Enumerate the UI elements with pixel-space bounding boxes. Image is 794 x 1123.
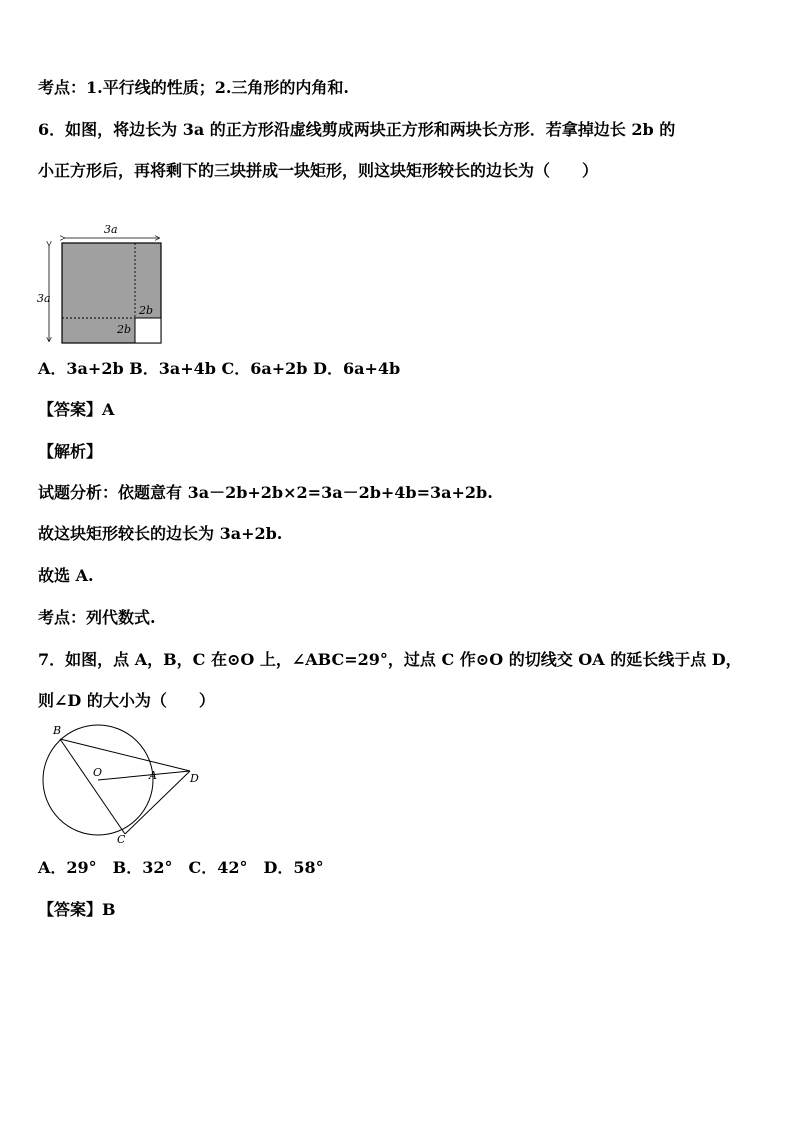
left-label: 3a <box>37 292 51 305</box>
question-7-line-1: 7．如图，点 A，B，C 在⊙O 上，∠ABC=29°，过点 C 作⊙O 的切线交 OA 的延长线于点 D， <box>38 650 742 669</box>
question-6-answer: 【答案】A <box>38 400 115 419</box>
question-6-analysis-heading: 【解析】 <box>38 442 103 461</box>
segment-bc <box>60 739 125 834</box>
label-d: D <box>190 772 199 785</box>
top-label: 3a <box>104 223 118 236</box>
question-6-options: A．3a+2b B．3a+4b C．6a+2b D．6a+4b <box>38 359 401 378</box>
label-c: C <box>117 833 126 846</box>
line-kaodian-2: 考点：列代数式. <box>38 608 156 627</box>
inner-right-label: 2b <box>139 304 154 317</box>
square-figure <box>28 220 173 348</box>
question-6-line-1: 6．如图，将边长为 3a 的正方形沿虚线剪成两块正方形和两块长方形．若拿掉边长 2b 的 <box>38 120 676 139</box>
analysis-line-2: 故这块矩形较长的边长为 3a+2b. <box>38 524 283 543</box>
question-7-line-2: 则∠D 的大小为（ ） <box>38 691 215 710</box>
question-6-line-2: 小正方形后，再将剩下的三块拼成一块矩形，则这块矩形较长的边长为（ ） <box>38 161 599 180</box>
segment-od <box>98 771 190 780</box>
small-removed-square <box>135 318 161 343</box>
line-kaodian-1: 考点：1.平行线的性质；2.三角形的内角和. <box>38 78 349 97</box>
tangent-cd <box>125 771 190 834</box>
analysis-line-3: 故选 A. <box>38 566 94 585</box>
label-o: O <box>93 766 103 779</box>
inner-bottom-label: 2b <box>117 323 132 336</box>
question-7-options: A．29° B．32° C．42° D．58° <box>38 858 324 877</box>
segment-bd <box>60 739 190 771</box>
analysis-line-1: 试题分析：依题意有 3a－2b+2b×2=3a－2b+4b=3a+2b. <box>38 483 493 502</box>
label-a: A <box>149 769 157 782</box>
question-7-answer: 【答案】B <box>38 900 116 919</box>
label-b: B <box>53 724 62 737</box>
circle-figure <box>30 722 220 847</box>
